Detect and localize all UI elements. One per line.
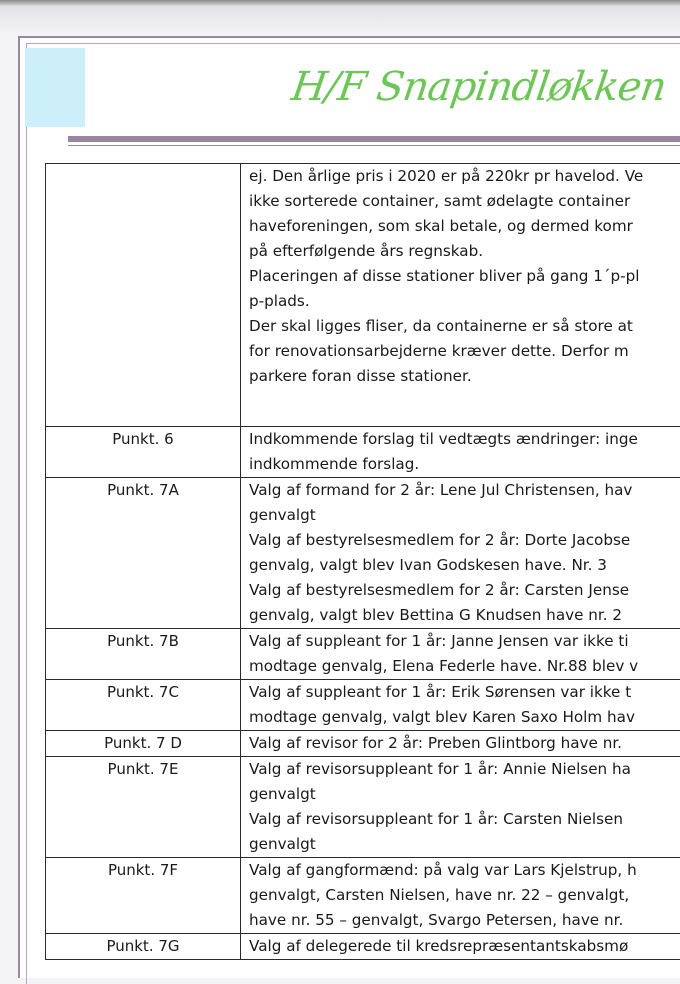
minutes-table — [45, 163, 680, 960]
agenda-item-label: Punkt. 7F — [46, 858, 241, 934]
agenda-item-content — [241, 478, 680, 629]
content-line: Valg af delegerede til kredsrepræsentantskabsmø — [249, 934, 680, 959]
content-line: modtage genvalg, valgt blev Karen Saxo Holm hav — [249, 705, 680, 730]
table-row — [46, 858, 680, 934]
content-line: p-plads. — [249, 289, 680, 314]
agenda-item-label: Punkt. 7C — [46, 680, 241, 731]
content-line: Valg af gangformænd: på valg var Lars Kjelstrup, h — [249, 858, 680, 883]
header-rule-thick — [68, 136, 680, 142]
table-row — [46, 757, 680, 858]
agenda-item-label: Punkt. 6 — [46, 427, 241, 478]
table-row — [46, 629, 680, 680]
content-line: Valg af suppleant for 1 år: Janne Jensen var ikke ti — [249, 629, 680, 654]
table-row — [46, 680, 680, 731]
agenda-item-label: Punkt. 7B — [46, 629, 241, 680]
table-row — [46, 427, 680, 478]
content-line: Valg af formand for 2 år: Lene Jul Christensen, hav — [249, 478, 680, 503]
content-line: Indkommende forslag til vedtægts ændringer: inge — [249, 427, 680, 452]
content-line: genvalgt — [249, 782, 680, 807]
content-line: indkommende forslag. — [249, 452, 680, 477]
table-row — [46, 478, 680, 629]
content-line: Valg af suppleant for 1 år: Erik Sørensen var ikke t — [249, 680, 680, 705]
content-line: Valg af revisorsuppleant for 1 år: Annie Nielsen ha — [249, 757, 680, 782]
content-line: genvalgt — [249, 832, 680, 857]
content-line: på efterfølgende års regnskab. — [249, 239, 680, 264]
content-line: have nr. 55 – genvalgt, Svargo Petersen, have nr. — [249, 908, 680, 933]
header-rule-thin — [68, 145, 680, 146]
agenda-item-label: Punkt. 7E — [46, 757, 241, 858]
table-row — [46, 934, 680, 960]
agenda-item-content — [241, 858, 680, 934]
content-line: ej. Den årlige pris i 2020 er på 220kr pr havelod. Ve — [249, 164, 680, 189]
scan-shadow — [0, 6, 680, 34]
content-line: Valg af revisorsuppleant for 1 år: Carsten Nielsen — [249, 807, 680, 832]
agenda-item-label — [46, 164, 241, 427]
table-row — [46, 731, 680, 757]
content-line: genvalgt, Carsten Nielsen, have nr. 22 – genvalgt, — [249, 883, 680, 908]
table-row — [46, 164, 680, 427]
agenda-item-content — [241, 629, 680, 680]
content-line: genvalg, valgt blev Bettina G Knudsen have nr. 2 — [249, 603, 680, 628]
logo-placeholder — [25, 48, 85, 127]
content-line: genvalg, valgt blev Ivan Godskesen have. Nr. 3 — [249, 553, 680, 578]
agenda-item-content — [241, 427, 680, 478]
content-line: Valg af bestyrelsesmedlem for 2 år: Carsten Jense — [249, 578, 680, 603]
agenda-item-content — [241, 757, 680, 858]
content-line: haveforeningen, som skal betale, og dermed komr — [249, 214, 680, 239]
agenda-item-content — [241, 164, 680, 427]
content-line: modtage genvalg, Elena Federle have. Nr.88 blev v — [249, 654, 680, 679]
content-line: Valg af bestyrelsesmedlem for 2 år: Dorte Jacobse — [249, 528, 680, 553]
content-line: genvalgt — [249, 503, 680, 528]
content-line: ikke sorterede container, samt ødelagte container — [249, 189, 680, 214]
agenda-item-content — [241, 934, 680, 960]
agenda-item-content — [241, 731, 680, 757]
agenda-item-label: Punkt. 7 D — [46, 731, 241, 757]
page-title: H/F Snapindløkken — [288, 62, 668, 112]
content-line: Valg af revisor for 2 år: Preben Glintborg have nr. — [249, 731, 680, 756]
agenda-item-label: Punkt. 7A — [46, 478, 241, 629]
content-line: Der skal ligges fliser, da containerne er så store at — [249, 314, 680, 339]
content-line: parkere foran disse stationer. — [249, 364, 680, 389]
agenda-item-content — [241, 680, 680, 731]
agenda-item-label: Punkt. 7G — [46, 934, 241, 960]
content-line: for renovationsarbejderne kræver dette. Derfor m — [249, 339, 680, 364]
content-line: Placeringen af disse stationer bliver på gang 1´p-pl — [249, 264, 680, 289]
